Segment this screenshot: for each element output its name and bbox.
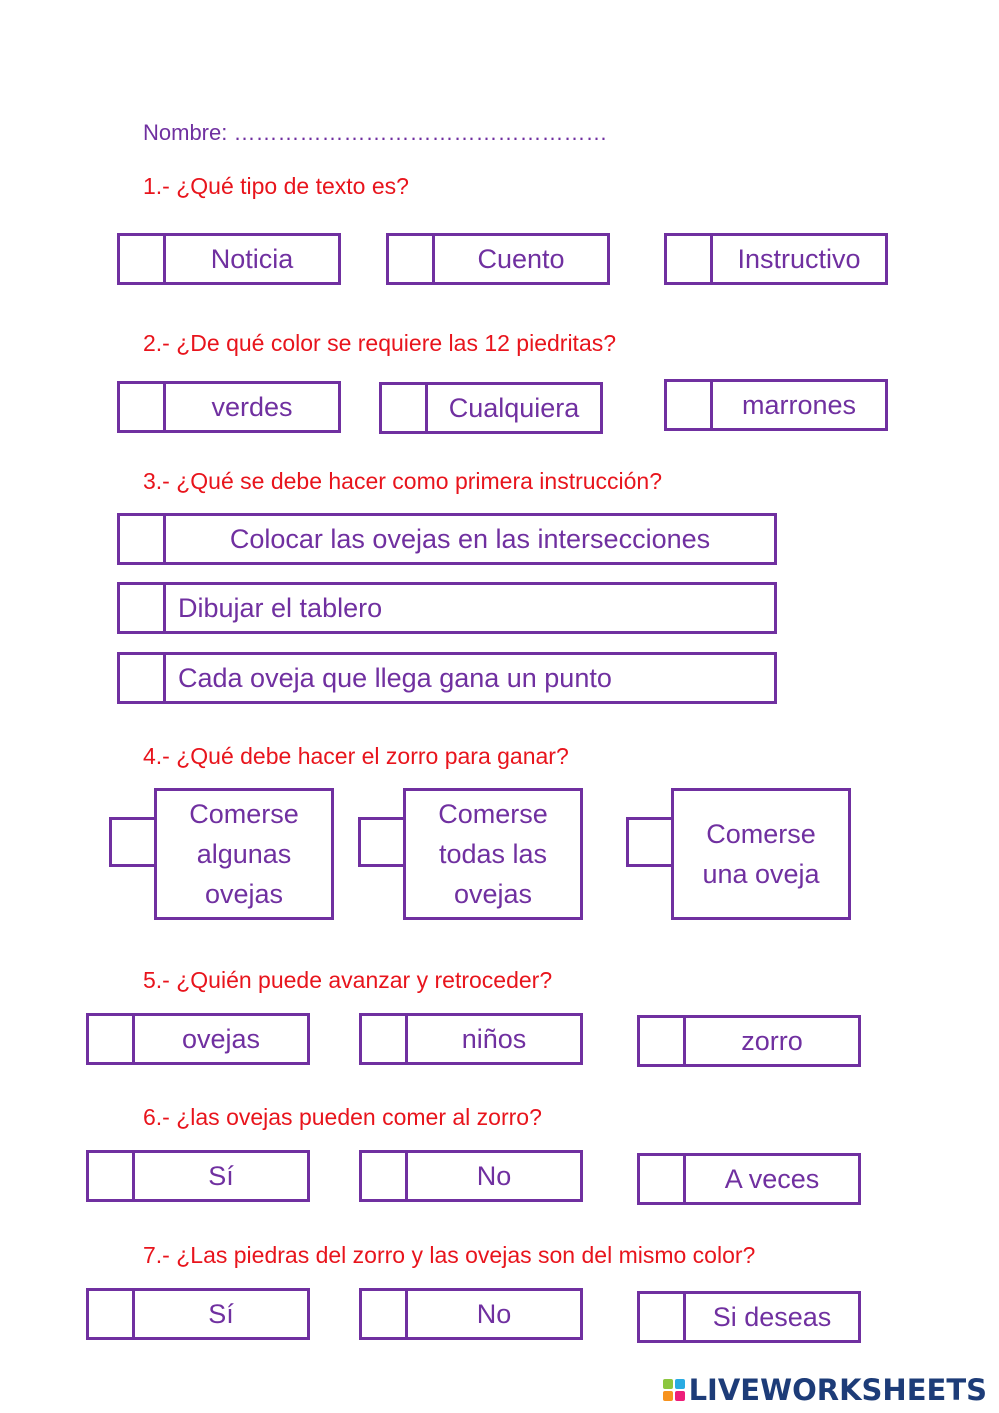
q3-checkbox-3[interactable] xyxy=(120,655,166,701)
q2-option-marrones xyxy=(664,379,888,431)
q5-checkbox-2[interactable] xyxy=(362,1016,408,1062)
question-7: 7.- ¿Las piedras del zorro y las ovejas son del mismo color? xyxy=(143,1242,756,1268)
q3-option-3 xyxy=(117,652,777,704)
q7-option-label: No xyxy=(476,1298,512,1329)
q5-checkbox-3[interactable] xyxy=(640,1018,686,1064)
q7-option-si xyxy=(86,1288,310,1340)
q4-option-label-2 xyxy=(403,788,583,920)
q1-checkbox-1[interactable] xyxy=(120,236,166,282)
q1-checkbox-3[interactable] xyxy=(667,236,713,282)
q3-option-label: Colocar las ovejas en las intersecciones xyxy=(229,523,711,554)
q2-option-cualquiera xyxy=(379,382,603,434)
q5-option-zorro xyxy=(637,1015,861,1067)
q3-checkbox-2[interactable] xyxy=(120,585,166,631)
q6-option-label: A veces xyxy=(724,1163,820,1194)
q6-option-si xyxy=(86,1150,310,1202)
q7-option-label: Sí xyxy=(208,1298,234,1329)
q1-checkbox-2[interactable] xyxy=(389,236,435,282)
q5-checkbox-1[interactable] xyxy=(89,1016,135,1062)
q6-checkbox-2[interactable] xyxy=(362,1153,408,1199)
q3-option-label: Dibujar el tablero xyxy=(178,592,383,623)
q2-option-label: Cualquiera xyxy=(448,392,580,423)
q5-option-label: ovejas xyxy=(181,1023,261,1054)
question-1: 1.- ¿Qué tipo de texto es? xyxy=(143,173,409,199)
q7-checkbox-3[interactable] xyxy=(640,1294,686,1340)
q1-option-instructivo xyxy=(664,233,888,285)
q4-option-text: Comerse una oveja xyxy=(702,819,820,889)
q4-checkbox-2[interactable] xyxy=(358,817,406,867)
question-4: 4.- ¿Qué debe hacer el zorro para ganar? xyxy=(143,743,569,769)
q4-option-text: Comerse algunas ovejas xyxy=(189,799,299,909)
liveworksheets-logo[interactable] xyxy=(663,1373,987,1407)
q6-checkbox-3[interactable] xyxy=(640,1156,686,1202)
q5-option-ninos xyxy=(359,1013,583,1065)
q7-checkbox-1[interactable] xyxy=(89,1291,135,1337)
q5-option-ovejas xyxy=(86,1013,310,1065)
q6-option-label: No xyxy=(476,1160,512,1191)
q4-option-label-3 xyxy=(671,788,851,920)
q2-option-verdes xyxy=(117,381,341,433)
q7-checkbox-2[interactable] xyxy=(362,1291,408,1337)
q4-option-label-1 xyxy=(154,788,334,920)
liveworksheets-logo-icon xyxy=(663,1379,685,1401)
question-5: 5.- ¿Quién puede avanzar y retroceder? xyxy=(143,967,553,993)
q2-checkbox-3[interactable] xyxy=(667,382,713,428)
q2-option-label: verdes xyxy=(211,391,293,422)
q6-option-no xyxy=(359,1150,583,1202)
question-3: 3.- ¿Qué se debe hacer como primera instrucción? xyxy=(143,468,663,494)
q7-option-no xyxy=(359,1288,583,1340)
q3-option-1 xyxy=(117,513,777,565)
q3-option-label: Cada oveja que llega gana un punto xyxy=(178,662,612,693)
question-2: 2.- ¿De qué color se requiere las 12 piedritas? xyxy=(143,330,617,356)
q2-checkbox-1[interactable] xyxy=(120,384,166,430)
q3-option-2 xyxy=(117,582,777,634)
name-field-label: Nombre: …………………………………………… xyxy=(143,120,608,145)
q4-checkbox-1[interactable] xyxy=(109,817,157,867)
q7-option-si-deseas xyxy=(637,1291,861,1343)
q5-option-label: niños xyxy=(461,1023,527,1054)
q4-checkbox-3[interactable] xyxy=(626,817,674,867)
q6-option-label: Sí xyxy=(208,1160,234,1191)
q6-option-a-veces xyxy=(637,1153,861,1205)
q1-option-label: Noticia xyxy=(210,243,294,274)
q3-checkbox-1[interactable] xyxy=(120,516,166,562)
q1-option-cuento xyxy=(386,233,610,285)
q6-checkbox-1[interactable] xyxy=(89,1153,135,1199)
q2-checkbox-2[interactable] xyxy=(382,385,428,431)
q4-option-text: Comerse todas las ovejas xyxy=(438,799,548,909)
q1-option-label: Instructivo xyxy=(737,243,861,274)
q1-option-noticia xyxy=(117,233,341,285)
question-6: 6.- ¿las ovejas pueden comer al zorro? xyxy=(143,1104,542,1130)
q5-option-label: zorro xyxy=(741,1025,803,1056)
q2-option-label: marrones xyxy=(741,389,857,420)
q7-option-label: Si deseas xyxy=(712,1301,832,1332)
brand-text: LIVEWORKSHEETS xyxy=(688,1373,987,1407)
q1-option-label: Cuento xyxy=(477,243,565,274)
